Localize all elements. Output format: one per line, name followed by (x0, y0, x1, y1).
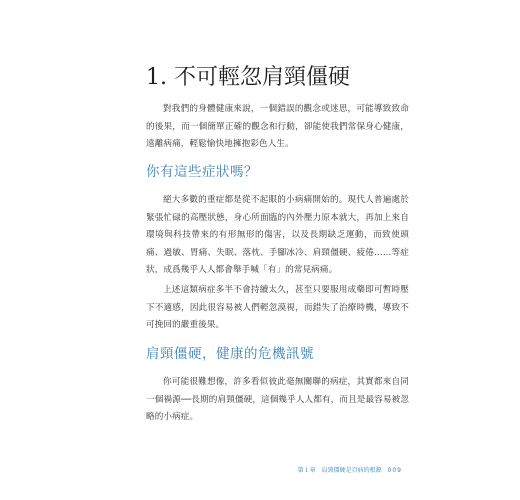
running-footer (298, 465, 402, 474)
body-paragraph: 你可能很難想像，許多看似彼此毫無關聯的病症，其實都來自同一個禍源──長期的肩頸僵硬，這個幾乎人人都有，而且是最容易被忽略的小病症。 (146, 377, 409, 422)
page-number: 009 (387, 467, 402, 474)
intro-paragraph: 對我們的身體健康來說，一個錯誤的觀念或迷思，可能導致致命的後果，而一個簡單正確的觀念和行動，卻能使我們常保身心健康，遠離病痛，輕鬆愉快地擁抱彩色人生。 (146, 104, 409, 149)
section-heading-warning: 肩頸僵硬，健康的危機訊號 (146, 346, 314, 362)
section-heading-symptoms: 你有這些症狀嗎？ (146, 164, 258, 180)
footer-chapter-title: 肩頸僵硬是百病的根源 (321, 467, 382, 474)
body-paragraph: 絕大多數的重症都是從不起眼的小病痛開始的。現代人普遍處於緊張忙碌的高壓狀態，身心所面臨的內外壓力原本就大，再加上來自環境與科技帶來的有形無形的傷害，以及長期缺乏運動，而致使頭痛、過敏、胃痛、失眠、落枕、手腳冰冷、肩頸僵硬、疲倦……等症狀，成爲幾乎人人都會舉手喊「有」的常見病痛。 (146, 195, 409, 275)
body-paragraph: 上述這類病症多半不會持續太久，甚至只要服用成藥即可暫時壓下不適感，因此很容易被人們輕忽漠視，而錯失了治療時機，導致不可挽回的嚴重後果。 (146, 285, 409, 330)
footer-chapter-label: 第１章 (297, 467, 316, 474)
chapter-title: 1. 不可輕忽肩頸僵硬 (146, 65, 350, 90)
